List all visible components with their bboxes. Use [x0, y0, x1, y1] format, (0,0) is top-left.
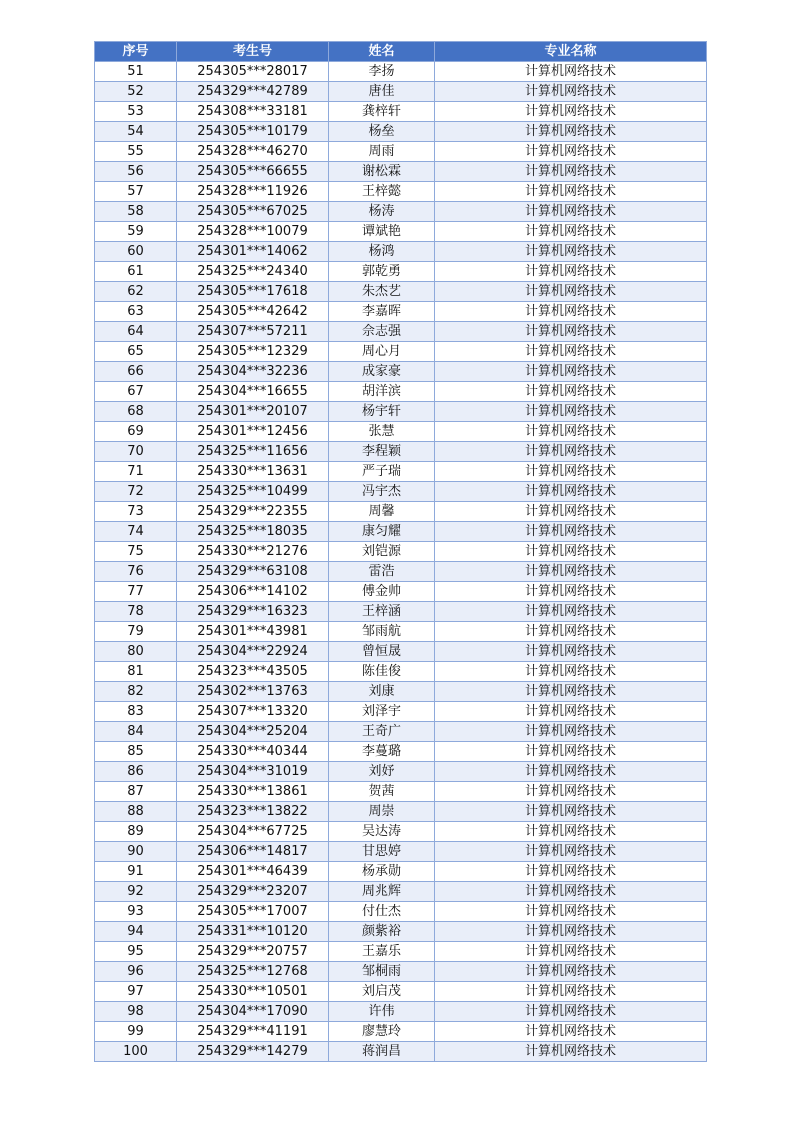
table-row — [95, 522, 707, 542]
cell-name: 朱杰艺 — [329, 282, 435, 302]
table-row — [95, 982, 707, 1002]
table-row — [95, 142, 707, 162]
cell-name: 付仕杰 — [329, 902, 435, 922]
cell-candidate-id: 254329***16323 — [177, 602, 329, 622]
cell-name: 唐佳 — [329, 82, 435, 102]
cell-candidate-id: 254304***16655 — [177, 382, 329, 402]
cell-serial-number: 79 — [95, 622, 177, 642]
cell-name: 王嘉乐 — [329, 942, 435, 962]
cell-candidate-id: 254305***17618 — [177, 282, 329, 302]
cell-name: 傅金帅 — [329, 582, 435, 602]
cell-major: 计算机网络技术 — [435, 402, 707, 422]
table-row — [95, 1022, 707, 1042]
cell-serial-number: 88 — [95, 802, 177, 822]
cell-name: 成家豪 — [329, 362, 435, 382]
cell-major: 计算机网络技术 — [435, 962, 707, 982]
cell-serial-number: 63 — [95, 302, 177, 322]
cell-name: 王梓涵 — [329, 602, 435, 622]
cell-candidate-id: 254307***57211 — [177, 322, 329, 342]
table-row — [95, 722, 707, 742]
cell-name: 雷浩 — [329, 562, 435, 582]
cell-serial-number: 73 — [95, 502, 177, 522]
cell-candidate-id: 254330***40344 — [177, 742, 329, 762]
cell-serial-number: 96 — [95, 962, 177, 982]
table-row — [95, 322, 707, 342]
cell-serial-number: 85 — [95, 742, 177, 762]
cell-candidate-id: 254305***17007 — [177, 902, 329, 922]
cell-major: 计算机网络技术 — [435, 882, 707, 902]
cell-serial-number: 65 — [95, 342, 177, 362]
header-row — [95, 42, 707, 62]
cell-name: 冯宇杰 — [329, 482, 435, 502]
cell-candidate-id: 254329***41191 — [177, 1022, 329, 1042]
cell-serial-number: 76 — [95, 562, 177, 582]
cell-major: 计算机网络技术 — [435, 462, 707, 482]
cell-name: 谭斌艳 — [329, 222, 435, 242]
cell-candidate-id: 254306***14817 — [177, 842, 329, 862]
table-row — [95, 802, 707, 822]
cell-candidate-id: 254328***46270 — [177, 142, 329, 162]
cell-candidate-id: 254301***46439 — [177, 862, 329, 882]
cell-major: 计算机网络技术 — [435, 742, 707, 762]
cell-serial-number: 82 — [95, 682, 177, 702]
cell-serial-number: 89 — [95, 822, 177, 842]
cell-candidate-id: 254302***13763 — [177, 682, 329, 702]
cell-name: 颜紫裕 — [329, 922, 435, 942]
cell-candidate-id: 254307***13320 — [177, 702, 329, 722]
cell-major: 计算机网络技术 — [435, 902, 707, 922]
header-candidate-id: 考生号 — [177, 42, 329, 62]
student-list-table — [94, 41, 707, 1062]
cell-major: 计算机网络技术 — [435, 422, 707, 442]
table-row — [95, 782, 707, 802]
table-row — [95, 862, 707, 882]
table-row — [95, 502, 707, 522]
cell-serial-number: 61 — [95, 262, 177, 282]
cell-candidate-id: 254330***13631 — [177, 462, 329, 482]
cell-serial-number: 78 — [95, 602, 177, 622]
cell-serial-number: 54 — [95, 122, 177, 142]
cell-major: 计算机网络技术 — [435, 562, 707, 582]
cell-name: 龚梓轩 — [329, 102, 435, 122]
cell-major: 计算机网络技术 — [435, 762, 707, 782]
cell-candidate-id: 254308***33181 — [177, 102, 329, 122]
cell-candidate-id: 254328***10079 — [177, 222, 329, 242]
cell-serial-number: 84 — [95, 722, 177, 742]
cell-serial-number: 80 — [95, 642, 177, 662]
cell-major: 计算机网络技术 — [435, 162, 707, 182]
cell-name: 刘启茂 — [329, 982, 435, 1002]
cell-major: 计算机网络技术 — [435, 202, 707, 222]
cell-serial-number: 56 — [95, 162, 177, 182]
cell-major: 计算机网络技术 — [435, 62, 707, 82]
cell-serial-number: 97 — [95, 982, 177, 1002]
cell-major: 计算机网络技术 — [435, 262, 707, 282]
cell-major: 计算机网络技术 — [435, 1022, 707, 1042]
cell-candidate-id: 254306***14102 — [177, 582, 329, 602]
cell-serial-number: 64 — [95, 322, 177, 342]
table-row — [95, 422, 707, 442]
cell-serial-number: 75 — [95, 542, 177, 562]
cell-candidate-id: 254325***24340 — [177, 262, 329, 282]
table-row — [95, 922, 707, 942]
table-row — [95, 162, 707, 182]
cell-name: 刘康 — [329, 682, 435, 702]
cell-serial-number: 59 — [95, 222, 177, 242]
cell-name: 吴达涛 — [329, 822, 435, 842]
cell-serial-number: 60 — [95, 242, 177, 262]
cell-name: 贺茜 — [329, 782, 435, 802]
cell-name: 杨鸿 — [329, 242, 435, 262]
cell-name: 佘志强 — [329, 322, 435, 342]
table-row — [95, 622, 707, 642]
cell-name: 胡洋滨 — [329, 382, 435, 402]
table-row — [95, 882, 707, 902]
cell-candidate-id: 254305***67025 — [177, 202, 329, 222]
cell-candidate-id: 254325***10499 — [177, 482, 329, 502]
cell-major: 计算机网络技术 — [435, 302, 707, 322]
table-row — [95, 762, 707, 782]
cell-name: 王梓懿 — [329, 182, 435, 202]
table-header — [95, 42, 707, 62]
table-row — [95, 182, 707, 202]
cell-candidate-id: 254301***43981 — [177, 622, 329, 642]
cell-candidate-id: 254329***20757 — [177, 942, 329, 962]
table-row — [95, 482, 707, 502]
table-row — [95, 582, 707, 602]
cell-serial-number: 74 — [95, 522, 177, 542]
cell-candidate-id: 254301***12456 — [177, 422, 329, 442]
cell-candidate-id: 254328***11926 — [177, 182, 329, 202]
cell-name: 张慧 — [329, 422, 435, 442]
header-serial-number: 序号 — [95, 42, 177, 62]
cell-candidate-id: 254305***42642 — [177, 302, 329, 322]
cell-candidate-id: 254304***22924 — [177, 642, 329, 662]
table-row — [95, 902, 707, 922]
cell-major: 计算机网络技术 — [435, 602, 707, 622]
cell-major: 计算机网络技术 — [435, 222, 707, 242]
cell-major: 计算机网络技术 — [435, 502, 707, 522]
cell-candidate-id: 254330***13861 — [177, 782, 329, 802]
cell-name: 王奇广 — [329, 722, 435, 742]
cell-candidate-id: 254325***11656 — [177, 442, 329, 462]
cell-candidate-id: 254330***21276 — [177, 542, 329, 562]
cell-name: 周心月 — [329, 342, 435, 362]
cell-candidate-id: 254323***13822 — [177, 802, 329, 822]
table-row — [95, 462, 707, 482]
cell-name: 蒋润昌 — [329, 1042, 435, 1062]
cell-major: 计算机网络技术 — [435, 642, 707, 662]
table-row — [95, 402, 707, 422]
cell-major: 计算机网络技术 — [435, 662, 707, 682]
cell-major: 计算机网络技术 — [435, 722, 707, 742]
cell-major: 计算机网络技术 — [435, 942, 707, 962]
table-row — [95, 442, 707, 462]
cell-name: 刘妤 — [329, 762, 435, 782]
cell-candidate-id: 254305***66655 — [177, 162, 329, 182]
table-row — [95, 102, 707, 122]
cell-candidate-id: 254304***67725 — [177, 822, 329, 842]
cell-name: 陈佳俊 — [329, 662, 435, 682]
cell-serial-number: 68 — [95, 402, 177, 422]
cell-major: 计算机网络技术 — [435, 702, 707, 722]
cell-name: 杨宇轩 — [329, 402, 435, 422]
table-row — [95, 282, 707, 302]
cell-name: 刘铠源 — [329, 542, 435, 562]
table-row — [95, 202, 707, 222]
cell-serial-number: 87 — [95, 782, 177, 802]
cell-candidate-id: 254329***63108 — [177, 562, 329, 582]
cell-serial-number: 100 — [95, 1042, 177, 1062]
cell-candidate-id: 254330***10501 — [177, 982, 329, 1002]
header-major: 专业名称 — [435, 42, 707, 62]
cell-candidate-id: 254305***12329 — [177, 342, 329, 362]
cell-serial-number: 94 — [95, 922, 177, 942]
cell-candidate-id: 254301***20107 — [177, 402, 329, 422]
cell-serial-number: 93 — [95, 902, 177, 922]
cell-name: 周兆辉 — [329, 882, 435, 902]
table-body — [95, 62, 707, 1062]
table-row — [95, 262, 707, 282]
cell-major: 计算机网络技术 — [435, 842, 707, 862]
cell-major: 计算机网络技术 — [435, 542, 707, 562]
table-row — [95, 122, 707, 142]
cell-major: 计算机网络技术 — [435, 122, 707, 142]
cell-major: 计算机网络技术 — [435, 982, 707, 1002]
cell-name: 严子瑞 — [329, 462, 435, 482]
table-row — [95, 662, 707, 682]
cell-serial-number: 95 — [95, 942, 177, 962]
table-row — [95, 702, 707, 722]
cell-major: 计算机网络技术 — [435, 442, 707, 462]
cell-serial-number: 69 — [95, 422, 177, 442]
cell-serial-number: 57 — [95, 182, 177, 202]
cell-serial-number: 90 — [95, 842, 177, 862]
table-row — [95, 302, 707, 322]
table-row — [95, 1042, 707, 1062]
cell-name: 曾恒晟 — [329, 642, 435, 662]
cell-candidate-id: 254301***14062 — [177, 242, 329, 262]
table-row — [95, 82, 707, 102]
cell-major: 计算机网络技术 — [435, 682, 707, 702]
cell-name: 廖慧玲 — [329, 1022, 435, 1042]
cell-serial-number: 51 — [95, 62, 177, 82]
table-row — [95, 602, 707, 622]
cell-major: 计算机网络技术 — [435, 322, 707, 342]
cell-major: 计算机网络技术 — [435, 622, 707, 642]
cell-candidate-id: 254304***17090 — [177, 1002, 329, 1022]
cell-major: 计算机网络技术 — [435, 1042, 707, 1062]
cell-serial-number: 86 — [95, 762, 177, 782]
cell-name: 刘泽宇 — [329, 702, 435, 722]
cell-major: 计算机网络技术 — [435, 582, 707, 602]
cell-name: 李扬 — [329, 62, 435, 82]
cell-name: 周崇 — [329, 802, 435, 822]
cell-candidate-id: 254304***31019 — [177, 762, 329, 782]
table-row — [95, 742, 707, 762]
cell-name: 李蔓璐 — [329, 742, 435, 762]
cell-serial-number: 53 — [95, 102, 177, 122]
cell-serial-number: 55 — [95, 142, 177, 162]
table-row — [95, 642, 707, 662]
cell-name: 康匀耀 — [329, 522, 435, 542]
table-row — [95, 1002, 707, 1022]
cell-major: 计算机网络技术 — [435, 862, 707, 882]
cell-major: 计算机网络技术 — [435, 382, 707, 402]
cell-name: 李嘉晖 — [329, 302, 435, 322]
cell-serial-number: 71 — [95, 462, 177, 482]
cell-name: 周馨 — [329, 502, 435, 522]
table-row — [95, 842, 707, 862]
table-row — [95, 682, 707, 702]
cell-serial-number: 72 — [95, 482, 177, 502]
cell-candidate-id: 254305***28017 — [177, 62, 329, 82]
header-name: 姓名 — [329, 42, 435, 62]
table-row — [95, 942, 707, 962]
cell-candidate-id: 254329***42789 — [177, 82, 329, 102]
cell-major: 计算机网络技术 — [435, 522, 707, 542]
cell-serial-number: 62 — [95, 282, 177, 302]
table-row — [95, 342, 707, 362]
table-row — [95, 382, 707, 402]
cell-serial-number: 66 — [95, 362, 177, 382]
cell-major: 计算机网络技术 — [435, 182, 707, 202]
cell-major: 计算机网络技术 — [435, 802, 707, 822]
table-row — [95, 822, 707, 842]
cell-serial-number: 92 — [95, 882, 177, 902]
cell-serial-number: 77 — [95, 582, 177, 602]
cell-major: 计算机网络技术 — [435, 102, 707, 122]
cell-major: 计算机网络技术 — [435, 242, 707, 262]
table-row — [95, 362, 707, 382]
cell-major: 计算机网络技术 — [435, 82, 707, 102]
cell-name: 甘思婷 — [329, 842, 435, 862]
cell-name: 杨承勋 — [329, 862, 435, 882]
cell-major: 计算机网络技术 — [435, 1002, 707, 1022]
cell-serial-number: 81 — [95, 662, 177, 682]
cell-name: 邹雨航 — [329, 622, 435, 642]
cell-name: 谢松霖 — [329, 162, 435, 182]
cell-major: 计算机网络技术 — [435, 282, 707, 302]
cell-candidate-id: 254304***25204 — [177, 722, 329, 742]
cell-major: 计算机网络技术 — [435, 482, 707, 502]
table-row — [95, 222, 707, 242]
cell-name: 杨垒 — [329, 122, 435, 142]
cell-candidate-id: 254331***10120 — [177, 922, 329, 942]
cell-serial-number: 98 — [95, 1002, 177, 1022]
table-row — [95, 562, 707, 582]
cell-serial-number: 52 — [95, 82, 177, 102]
cell-candidate-id: 254325***18035 — [177, 522, 329, 542]
cell-name: 杨涛 — [329, 202, 435, 222]
cell-candidate-id: 254325***12768 — [177, 962, 329, 982]
cell-candidate-id: 254323***43505 — [177, 662, 329, 682]
cell-serial-number: 67 — [95, 382, 177, 402]
table-row — [95, 242, 707, 262]
cell-name: 李程颖 — [329, 442, 435, 462]
cell-major: 计算机网络技术 — [435, 922, 707, 942]
cell-candidate-id: 254329***23207 — [177, 882, 329, 902]
cell-serial-number: 58 — [95, 202, 177, 222]
cell-serial-number: 99 — [95, 1022, 177, 1042]
cell-serial-number: 91 — [95, 862, 177, 882]
cell-major: 计算机网络技术 — [435, 342, 707, 362]
cell-major: 计算机网络技术 — [435, 822, 707, 842]
cell-serial-number: 83 — [95, 702, 177, 722]
cell-major: 计算机网络技术 — [435, 142, 707, 162]
cell-name: 郭乾勇 — [329, 262, 435, 282]
cell-name: 邹桐雨 — [329, 962, 435, 982]
cell-candidate-id: 254305***10179 — [177, 122, 329, 142]
cell-major: 计算机网络技术 — [435, 362, 707, 382]
table-row — [95, 62, 707, 82]
cell-major: 计算机网络技术 — [435, 782, 707, 802]
table-row — [95, 962, 707, 982]
cell-name: 许伟 — [329, 1002, 435, 1022]
cell-serial-number: 70 — [95, 442, 177, 462]
table-row — [95, 542, 707, 562]
cell-name: 周雨 — [329, 142, 435, 162]
cell-candidate-id: 254304***32236 — [177, 362, 329, 382]
cell-candidate-id: 254329***22355 — [177, 502, 329, 522]
cell-candidate-id: 254329***14279 — [177, 1042, 329, 1062]
